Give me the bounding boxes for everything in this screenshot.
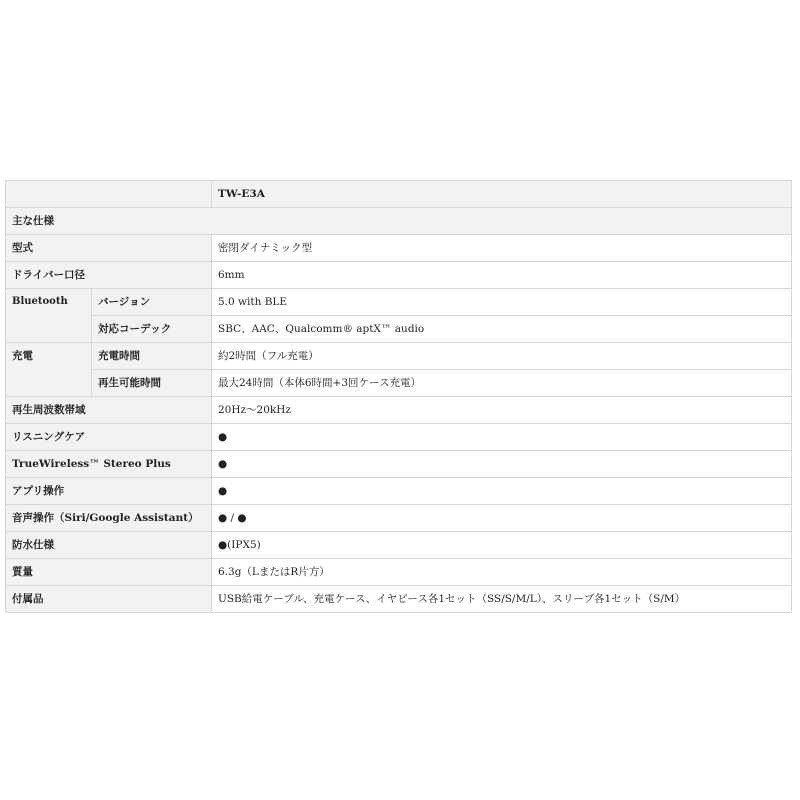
section-title: 主な仕様 [6, 208, 792, 235]
row-value-codec: SBC、AAC、Qualcomm® aptX™ audio [212, 316, 792, 343]
row-label-tws-plus: TrueWireless™ Stereo Plus [6, 451, 212, 478]
table-row [6, 370, 792, 397]
row-label-weight: 質量 [6, 559, 212, 586]
row-label-frequency: 再生周波数帯域 [6, 397, 212, 424]
row-value-frequency: 20Hz～20kHz [212, 397, 792, 424]
row-label-bluetooth: Bluetooth [6, 289, 92, 343]
row-label-charge: 充電 [6, 343, 92, 397]
row-value-waterproof: ●(IPX5) [212, 532, 792, 559]
table-row [6, 505, 792, 532]
table-row [6, 262, 792, 289]
row-value-playback: 最大24時間（本体6時間+3回ケース充電） [212, 370, 792, 397]
table-row [6, 586, 792, 613]
table-row [6, 343, 792, 370]
model-name: TW-E3A [212, 181, 792, 208]
row-value-driver: 6mm [212, 262, 792, 289]
table-row [6, 451, 792, 478]
row-sublabel-playback: 再生可能時間 [92, 370, 212, 397]
row-sublabel-charge-time: 充電時間 [92, 343, 212, 370]
row-value-tws-plus: ● [212, 451, 792, 478]
row-label-accessories: 付属品 [6, 586, 212, 613]
row-label-driver: ドライバー口径 [6, 262, 212, 289]
row-value-version: 5.0 with BLE [212, 289, 792, 316]
row-value-weight: 6.3g（LまたはR片方） [212, 559, 792, 586]
table-row [6, 235, 792, 262]
header-empty-cell [6, 181, 212, 208]
row-value-voice: ● / ● [212, 505, 792, 532]
row-label-voice: 音声操作（Siri/Google Assistant） [6, 505, 212, 532]
table-row [6, 559, 792, 586]
table-row [6, 316, 792, 343]
row-label-type: 型式 [6, 235, 212, 262]
table-row-section [6, 208, 792, 235]
row-sublabel-version: バージョン [92, 289, 212, 316]
row-label-listening-care: リスニングケア [6, 424, 212, 451]
row-value-accessories: USB給電ケーブル、充電ケース、イヤピース各1セット（SS/S/M/L）、スリーブ各1セット（S/M） [212, 586, 792, 613]
row-label-waterproof: 防水仕様 [6, 532, 212, 559]
table-row [6, 424, 792, 451]
row-value-app: ● [212, 478, 792, 505]
row-value-type: 密閉ダイナミック型 [212, 235, 792, 262]
row-value-listening-care: ● [212, 424, 792, 451]
row-label-app: アプリ操作 [6, 478, 212, 505]
table-row [6, 478, 792, 505]
table-row [6, 397, 792, 424]
row-value-charge-time: 約2時間（フル充電） [212, 343, 792, 370]
spec-table [5, 180, 792, 613]
row-sublabel-codec: 対応コーデック [92, 316, 212, 343]
table-row-header [6, 181, 792, 208]
table-row [6, 532, 792, 559]
table-row [6, 289, 792, 316]
